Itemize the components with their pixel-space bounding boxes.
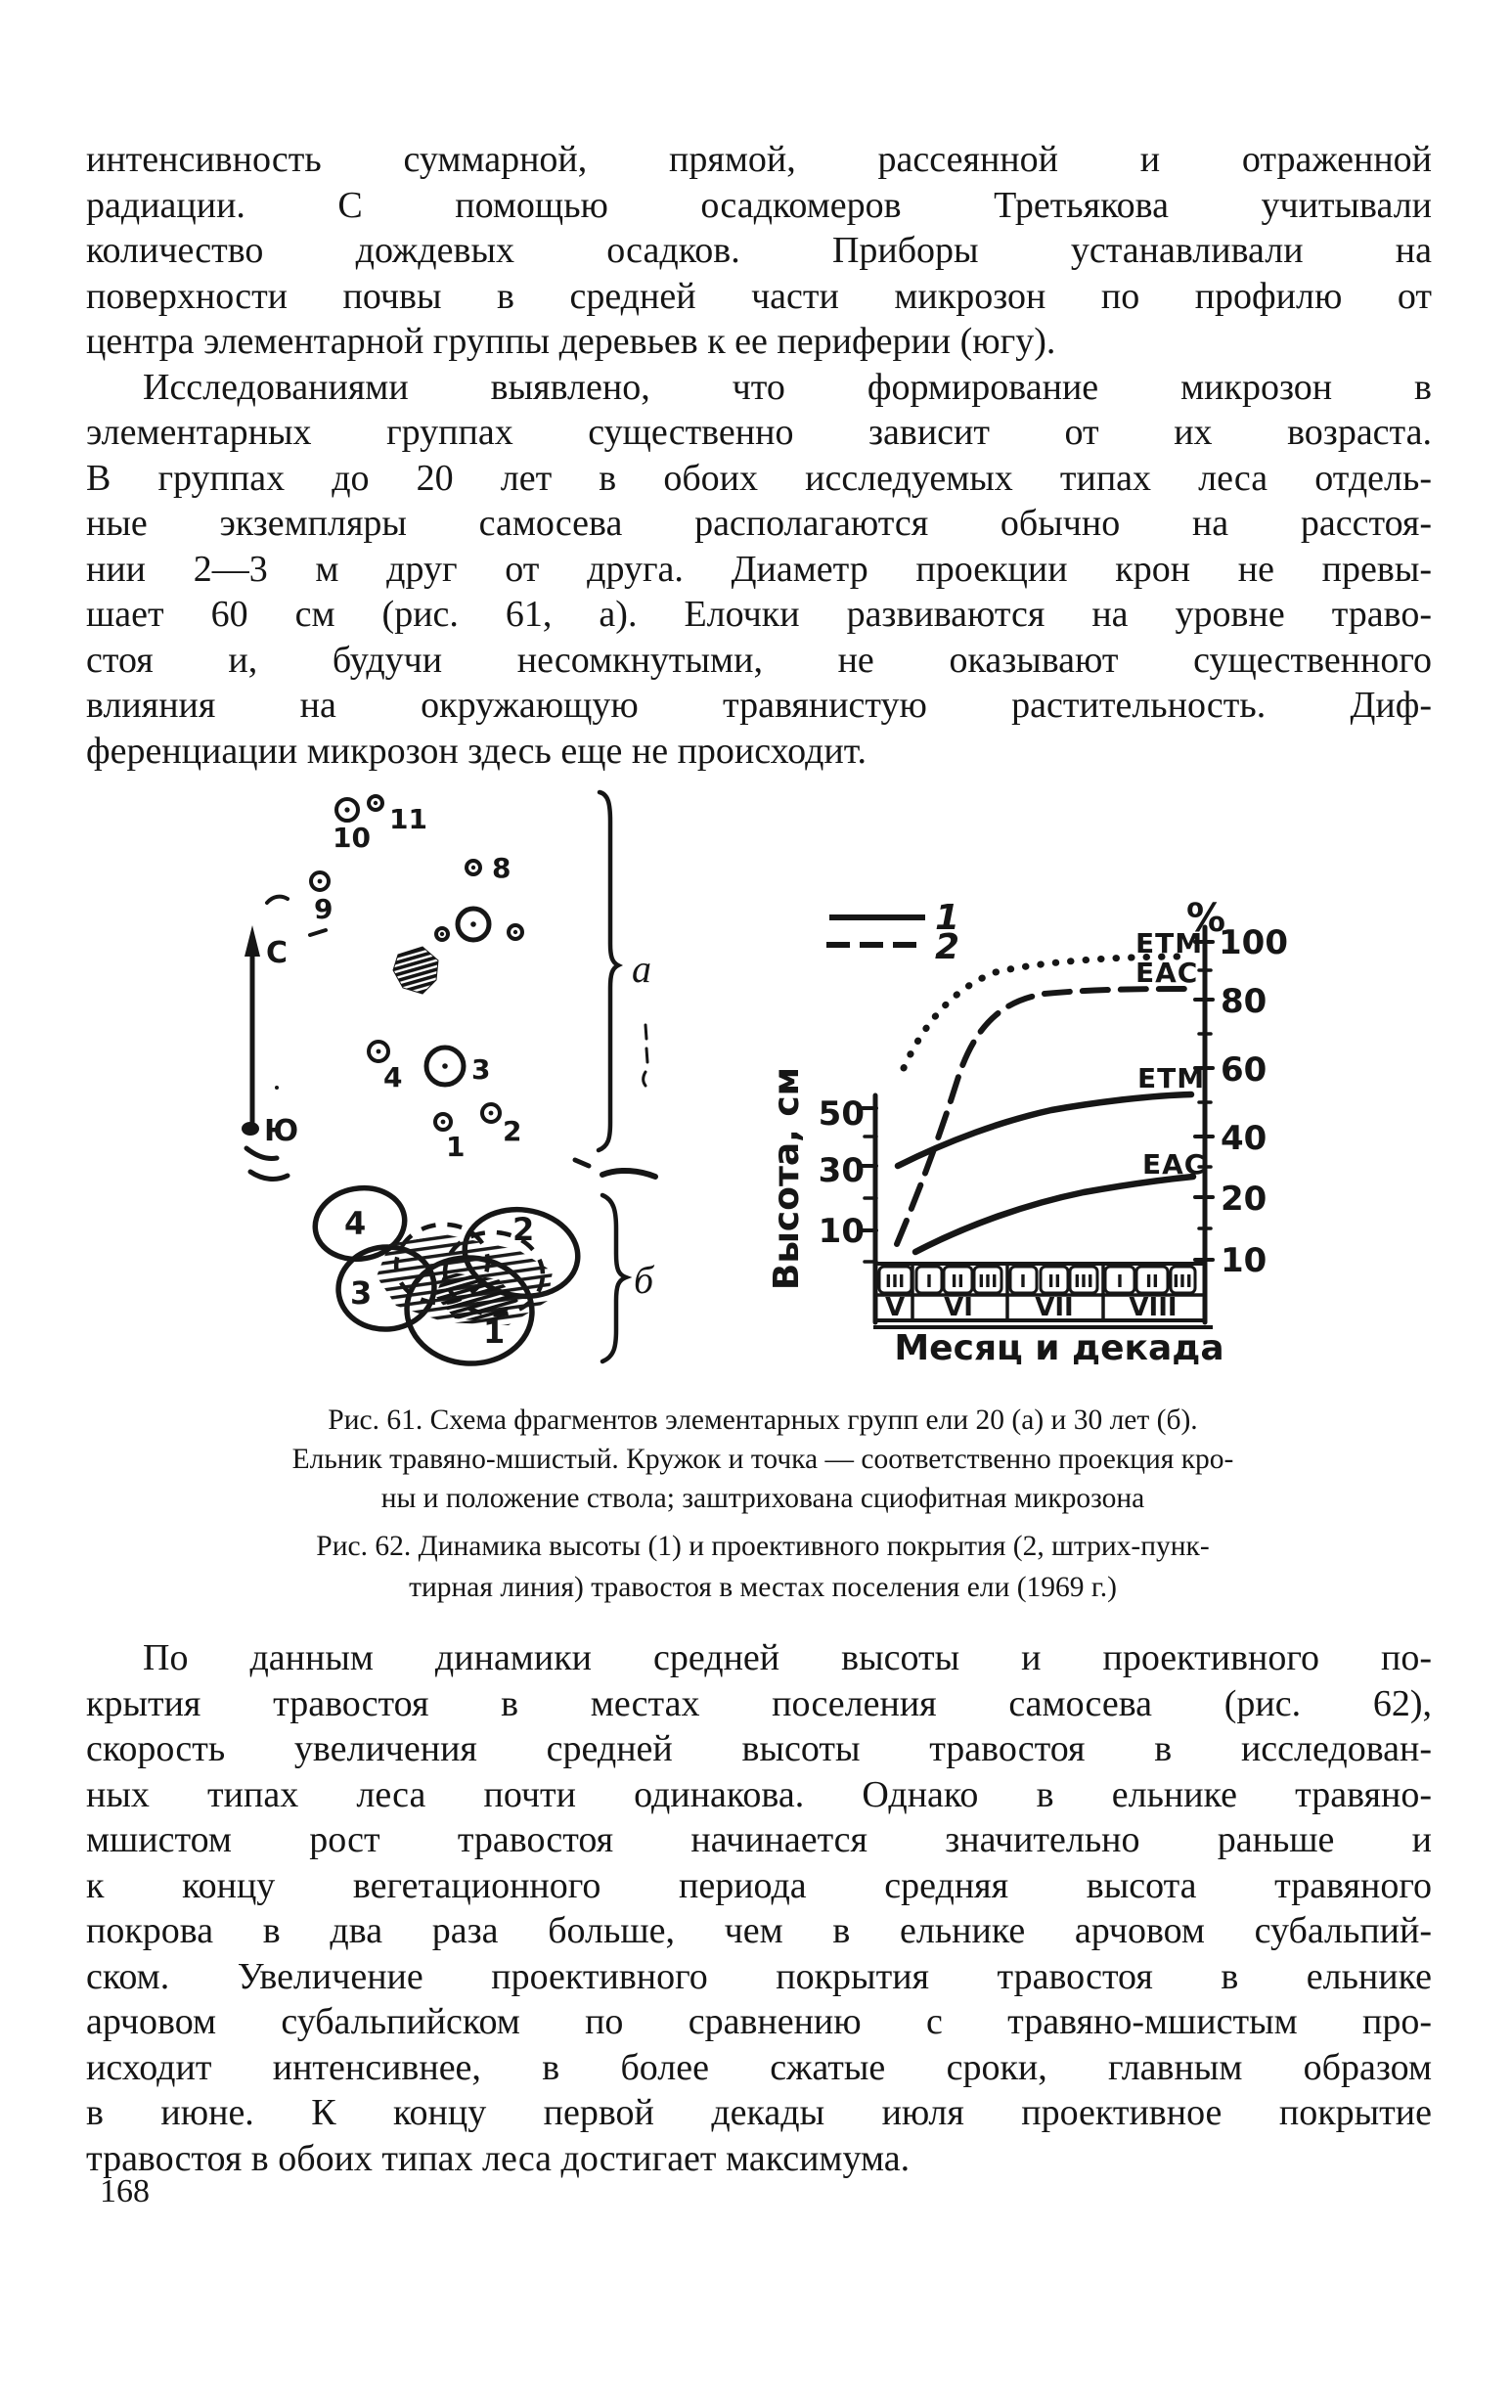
stem-label-2: 2 — [503, 1115, 522, 1147]
text-line: количество дождевых осадков. Приборы устанавливали на — [86, 230, 1432, 271]
paragraph-1 — [86, 137, 1432, 365]
left-tick-30: 30 — [818, 1151, 865, 1190]
crown-b-label-2: 2 — [512, 1211, 535, 1248]
text-line: скорость увеличения средней высоты травостоя в исследован- — [86, 1728, 1432, 1769]
paragraph-2 — [86, 365, 1432, 775]
text-line: в июне. К концу первой декады июля проективное покрытие — [86, 2092, 1432, 2133]
text-line: Рис. 61. Схема фрагментов элементарных групп ели 20 (а) и 30 лет (б). — [328, 1405, 1198, 1436]
curve-label-cover-etm: ЕТМ — [1135, 927, 1204, 959]
text-line: стоя и, будучи несомкнутыми, не оказывают существенного — [86, 639, 1432, 681]
decade-label: I — [925, 1271, 933, 1292]
text-line: Исследованиями выявлено, что формирование микрозон в — [143, 366, 1432, 408]
north-arrow — [242, 925, 260, 1136]
text-line: интенсивность суммарной, прямой, рассеянной и отраженной — [86, 139, 1432, 180]
paragraph-3 — [86, 1635, 1432, 2181]
figure-62-chart — [763, 826, 1296, 1374]
text-line: ференциации микрозон здесь еще не происходит. — [86, 730, 867, 772]
text-line: элементарных группах существенно зависит от их возраста. — [86, 412, 1432, 453]
text-line: нии 2—3 м друг от друга. Диаметр проекции крон не превы- — [86, 548, 1432, 590]
text-line: крытия травостоя в местах поселения самосева (рис. 62), — [86, 1682, 1432, 1724]
page-number: 168 — [100, 2173, 150, 2209]
right-tick-40: 40 — [1221, 1119, 1267, 1158]
chart-curves — [897, 957, 1193, 1252]
month-labels — [885, 1293, 1178, 1322]
brace-part-a — [599, 792, 618, 1150]
crown-b-label-1: 1 — [483, 1314, 506, 1351]
decade-label: I — [1019, 1271, 1027, 1292]
north-arrow-head — [245, 925, 260, 957]
part-a-label: а — [632, 947, 651, 991]
text-line: ском. Увеличение проективного покрытия травостоя в ельнике — [86, 1955, 1432, 1997]
left-tick-10: 10 — [818, 1212, 865, 1251]
month-label-vi: VI — [944, 1293, 973, 1322]
text-line: тирная линия) травостоя в местах поселения ели (1969 г.) — [409, 1572, 1117, 1603]
text-line: шает 60 см (рис. 61, а). Елочки развиваются на уровне траво- — [86, 594, 1432, 635]
curve-label-height-etm: ЕТМ — [1137, 1062, 1206, 1094]
crown-b-label-3: 3 — [350, 1274, 373, 1312]
right-axis-unit: % — [1185, 896, 1226, 941]
text-line: центра элементарной группы деревьев к ее периферии (югу). — [86, 321, 1056, 362]
right-tick-10: 10 — [1221, 1241, 1267, 1280]
body-text-bottom — [86, 1635, 1432, 2181]
brace-part-b — [602, 1195, 626, 1361]
north-label: С — [266, 936, 289, 970]
text-line: покрова в два раза больше, чем в ельнике арчовом субальпий- — [86, 1910, 1432, 1951]
text-line: к концу вегетационного периода средняя высота травяного — [86, 1864, 1432, 1906]
text-line: радиации. С помощью осадкомеров Третьякова учитывали — [86, 184, 1432, 226]
decade-label: II — [1047, 1271, 1061, 1292]
text-line: исходит интенсивнее, в более сжатые сроки, главным образом — [86, 2046, 1432, 2088]
stem-label-4: 4 — [383, 1061, 403, 1093]
text-line: влияния на окружающую травянистую растительность. Диф- — [86, 685, 1432, 726]
stem-label-3: 3 — [471, 1053, 491, 1086]
decade-label: III — [1172, 1271, 1193, 1292]
decade-label: III — [1073, 1271, 1094, 1292]
text-line: По данным динамики средней высоты и проективного по- — [143, 1637, 1432, 1678]
text-line: травостоя в обоих типах леса достигает максимума. — [86, 2137, 911, 2179]
curve-label-cover-eac: ЕАС — [1135, 957, 1199, 989]
text-line: мшистом рост травостоя начинается значительно раньше и — [86, 1819, 1432, 1860]
right-tick-100: 100 — [1219, 923, 1288, 962]
right-tick-20: 20 — [1221, 1180, 1267, 1219]
text-line: Ельник травяно-мшистый. Кружок и точка — соответственно проекция кро- — [291, 1444, 1234, 1475]
stem-label-11: 11 — [389, 803, 427, 835]
month-label-vii: VII — [1035, 1293, 1074, 1322]
figure-61-schematic — [137, 765, 699, 1386]
left-axis-title: Высота, см — [767, 1066, 807, 1291]
x-axis-title: Месяц и декада — [894, 1328, 1224, 1368]
decade-label: II — [951, 1271, 964, 1292]
month-label-viii: VIII — [1129, 1293, 1178, 1322]
text-line: Рис. 62. Динамика высоты (1) и проективного покрытия (2, штрих-пунк- — [316, 1531, 1210, 1562]
south-label: Ю — [264, 1114, 299, 1148]
stem-label-1: 1 — [446, 1131, 466, 1163]
sciophytic-microzone-patch — [393, 947, 438, 994]
decade-label: II — [1145, 1271, 1159, 1292]
left-tick-50: 50 — [818, 1094, 865, 1134]
chart-legend — [826, 898, 959, 967]
decade-label: III — [884, 1271, 906, 1292]
decade-labels — [885, 1271, 1192, 1292]
decade-label: I — [1116, 1271, 1124, 1292]
text-line: ных типах леса почти одинакова. Однако в ельнике травяно- — [86, 1773, 1432, 1815]
stem-label-9: 9 — [314, 893, 334, 925]
decade-label: III — [977, 1271, 999, 1292]
right-tick-60: 60 — [1221, 1050, 1267, 1090]
text-line: арчовом субальпийском по сравнению с травяно-мшистым про- — [86, 2001, 1432, 2042]
part-b-label: б — [634, 1258, 654, 1302]
curve-label-height-eac: ЕАС — [1142, 1148, 1206, 1181]
figure-61-caption — [94, 1401, 1432, 1518]
month-label-v: V — [884, 1293, 906, 1322]
right-tick-80: 80 — [1221, 982, 1267, 1021]
ink-blob — [242, 1122, 259, 1136]
text-line: ны и положение ствола; заштрихована сциофитная микрозона — [380, 1483, 1145, 1514]
stem-label-10: 10 — [333, 822, 371, 854]
legend-label-1: 1 — [935, 898, 960, 938]
crown-b-label-4: 4 — [344, 1205, 367, 1242]
body-text-top — [86, 137, 1432, 774]
curve-height-eac-solid — [915, 1177, 1193, 1252]
text-line: ные экземпляры самосева располагаются обычно на расстоя- — [86, 503, 1432, 544]
text-line: В группах до 20 лет в обоих исследуемых типах леса отдель- — [86, 457, 1432, 499]
legend-label-2: 2 — [935, 927, 960, 967]
figure-62-caption — [94, 1526, 1432, 1608]
text-line: поверхности почвы в средней части микрозон по профилю от — [86, 275, 1432, 317]
stem-label-8: 8 — [492, 852, 511, 884]
